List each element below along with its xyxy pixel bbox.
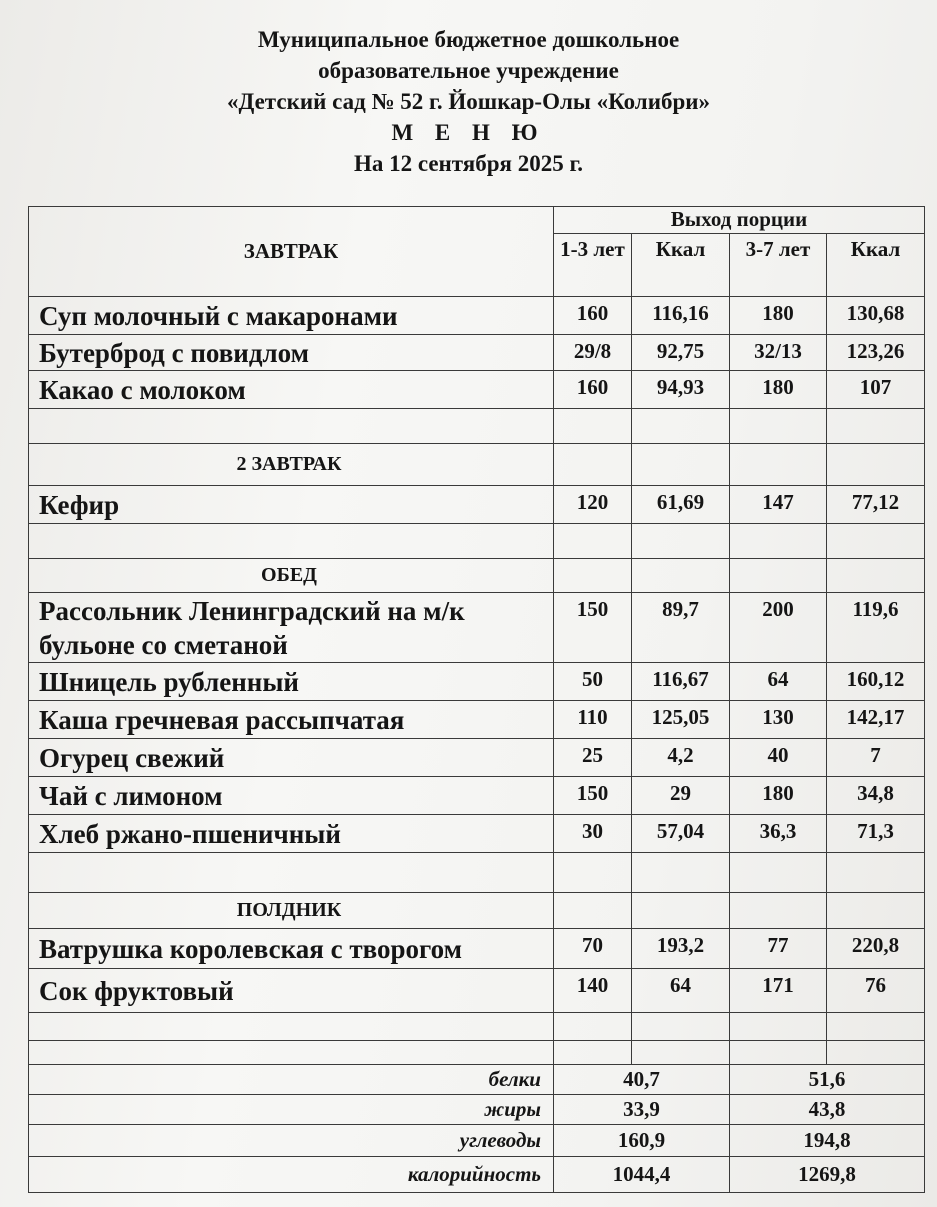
col-header-3-7: 3-7 лет xyxy=(730,234,827,297)
portion-1-3: 150 xyxy=(554,593,632,663)
total-value-3-7: 194,8 xyxy=(730,1125,925,1157)
dish-name: Шницель рубленный xyxy=(29,663,554,701)
menu-table xyxy=(28,206,925,1193)
section-row xyxy=(29,559,925,593)
portion-3-7: 64 xyxy=(730,663,827,701)
menu-date: На 12 сентября 2025 г. xyxy=(353,151,584,176)
dish-name: Хлеб ржано-пшеничный xyxy=(29,815,554,853)
kcal-3-7: 130,68 xyxy=(827,297,925,335)
kcal-1-3: 116,16 xyxy=(632,297,730,335)
col-header-kcal-1: Ккал xyxy=(632,234,730,297)
dish-name: Суп молочный с макаронами xyxy=(29,297,554,335)
kcal-1-3: 116,67 xyxy=(632,663,730,701)
portion-1-3: 140 xyxy=(554,969,632,1013)
table-row xyxy=(29,701,925,739)
portion-1-3: 50 xyxy=(554,663,632,701)
blank-row xyxy=(29,853,925,893)
kcal-3-7: 7 xyxy=(827,739,925,777)
menu-title: М Е Н Ю xyxy=(391,120,546,145)
portion-3-7: 180 xyxy=(730,297,827,335)
portion-3-7: 147 xyxy=(730,486,827,524)
kcal-1-3: 4,2 xyxy=(632,739,730,777)
total-value-3-7: 1269,8 xyxy=(730,1157,925,1193)
portion-3-7: 36,3 xyxy=(730,815,827,853)
kcal-1-3: 193,2 xyxy=(632,929,730,969)
blank-row xyxy=(29,1013,925,1041)
table-row xyxy=(29,486,925,524)
blank-row xyxy=(29,524,925,559)
table-row xyxy=(29,739,925,777)
portion-3-7: 180 xyxy=(730,371,827,409)
totals-row xyxy=(29,1157,925,1193)
blank-row xyxy=(29,409,925,444)
table-row xyxy=(29,815,925,853)
table-row xyxy=(29,335,925,371)
total-value-1-3: 40,7 xyxy=(554,1065,730,1095)
total-label: белки xyxy=(29,1065,554,1095)
dish-name: Ватрушка королевская с творогом xyxy=(29,929,554,969)
kcal-3-7: 119,6 xyxy=(827,593,925,663)
portion-3-7: 171 xyxy=(730,969,827,1013)
total-label: жиры xyxy=(29,1095,554,1125)
total-value-3-7: 43,8 xyxy=(730,1095,925,1125)
blank-row xyxy=(29,1041,925,1065)
dish-name: Бутерброд с повидлом xyxy=(29,335,554,371)
portion-3-7: 32/13 xyxy=(730,335,827,371)
kcal-1-3: 29 xyxy=(632,777,730,815)
kcal-1-3: 89,7 xyxy=(632,593,730,663)
portion-1-3: 120 xyxy=(554,486,632,524)
section-title-lunch: ОБЕД xyxy=(29,559,554,593)
portion-3-7: 180 xyxy=(730,777,827,815)
portion-output-header: Выход порции xyxy=(554,207,925,234)
portion-1-3: 25 xyxy=(554,739,632,777)
dish-name: Каша гречневая рассыпчатая xyxy=(29,701,554,739)
kcal-1-3: 92,75 xyxy=(632,335,730,371)
portion-1-3: 30 xyxy=(554,815,632,853)
section-title-snack: ПОЛДНИК xyxy=(29,893,554,929)
header-line-1: Муниципальное бюджетное дошкольное xyxy=(257,27,680,52)
portion-3-7: 77 xyxy=(730,929,827,969)
dish-name: Огурец свежий xyxy=(29,739,554,777)
total-label: углеводы xyxy=(29,1125,554,1157)
kcal-1-3: 61,69 xyxy=(632,486,730,524)
portion-1-3: 29/8 xyxy=(554,335,632,371)
portion-3-7: 40 xyxy=(730,739,827,777)
totals-row xyxy=(29,1095,925,1125)
kcal-3-7: 142,17 xyxy=(827,701,925,739)
total-value-1-3: 160,9 xyxy=(554,1125,730,1157)
col-header-1-3: 1-3 лет xyxy=(554,234,632,297)
dish-name: Сок фруктовый xyxy=(29,969,554,1013)
kcal-1-3: 57,04 xyxy=(632,815,730,853)
table-row xyxy=(29,969,925,1013)
kcal-3-7: 160,12 xyxy=(827,663,925,701)
dish-name: Чай с лимоном xyxy=(29,777,554,815)
section-title-breakfast: ЗАВТРАК xyxy=(29,207,554,297)
total-label: калорийность xyxy=(29,1157,554,1193)
portion-3-7: 130 xyxy=(730,701,827,739)
table-row xyxy=(29,777,925,815)
portion-1-3: 160 xyxy=(554,371,632,409)
col-header-kcal-2: Ккал xyxy=(827,234,925,297)
table-row xyxy=(29,371,925,409)
portion-1-3: 160 xyxy=(554,297,632,335)
portion-1-3: 150 xyxy=(554,777,632,815)
table-row xyxy=(29,593,925,663)
section-row xyxy=(29,444,925,486)
kcal-3-7: 77,12 xyxy=(827,486,925,524)
table-header-row xyxy=(29,207,925,234)
portion-1-3: 110 xyxy=(554,701,632,739)
dish-name: Какао с молоком xyxy=(29,371,554,409)
dish-name: Рассольник Ленинградский на м/к бульоне со сметаной xyxy=(29,593,554,663)
kcal-1-3: 125,05 xyxy=(632,701,730,739)
kcal-1-3: 94,93 xyxy=(632,371,730,409)
kcal-3-7: 220,8 xyxy=(827,929,925,969)
kcal-3-7: 76 xyxy=(827,969,925,1013)
portion-1-3: 70 xyxy=(554,929,632,969)
header-line-2: образовательное учреждение xyxy=(318,58,619,83)
section-row xyxy=(29,893,925,929)
document-header xyxy=(0,24,937,179)
portion-3-7: 200 xyxy=(730,593,827,663)
kcal-3-7: 107 xyxy=(827,371,925,409)
dish-name: Кефир xyxy=(29,486,554,524)
kcal-3-7: 34,8 xyxy=(827,777,925,815)
table-row xyxy=(29,297,925,335)
total-value-3-7: 51,6 xyxy=(730,1065,925,1095)
table-row xyxy=(29,929,925,969)
kcal-3-7: 71,3 xyxy=(827,815,925,853)
total-value-1-3: 33,9 xyxy=(554,1095,730,1125)
total-value-1-3: 1044,4 xyxy=(554,1157,730,1193)
section-title-breakfast2: 2 ЗАВТРАК xyxy=(29,444,554,486)
totals-row xyxy=(29,1065,925,1095)
kcal-1-3: 64 xyxy=(632,969,730,1013)
kcal-3-7: 123,26 xyxy=(827,335,925,371)
totals-row xyxy=(29,1125,925,1157)
table-row xyxy=(29,663,925,701)
header-line-3: «Детский сад № 52 г. Йошкар-Олы «Колибри» xyxy=(226,89,711,114)
